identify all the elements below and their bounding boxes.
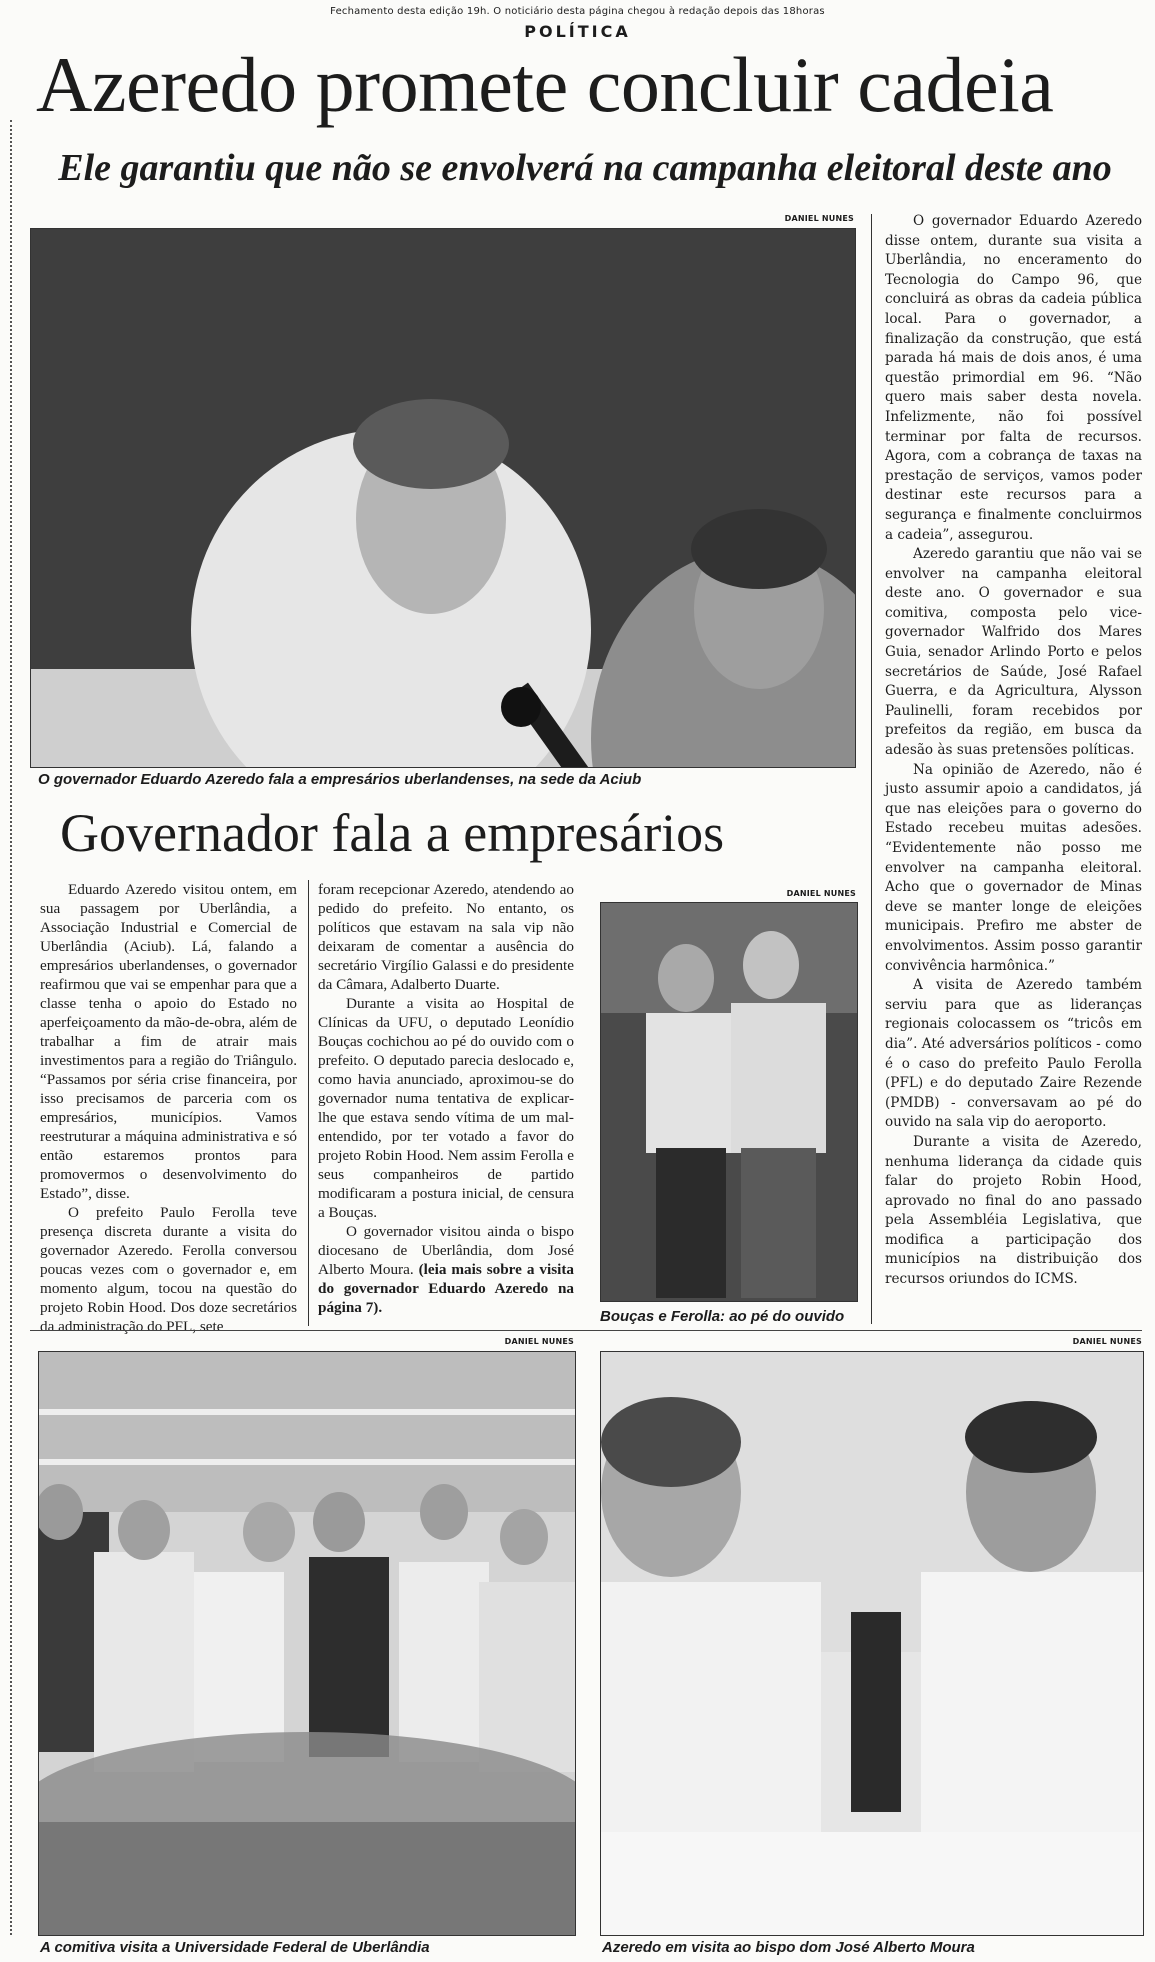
bottom-left-photo-caption: A comitiva visita a Universidade Federal de Uberlândia	[40, 1939, 430, 1956]
sub-article-paragraph: foram recepcionar Azeredo, atendendo ao pedido do prefeito. No entanto, os políticos que estavam na sala vip não deixaram de comentar a ausência do secretário Virgílio Galassi e do presidente da Câmara, Adalberto Duarte.	[318, 881, 574, 993]
main-photo	[30, 228, 856, 768]
small-photo-caption: Bouças e Ferolla: ao pé do ouvido	[600, 1308, 845, 1325]
section-divider	[30, 1330, 1142, 1331]
bottom-right-photo-credit: DANIEL NUNES	[1072, 1337, 1142, 1346]
sub-article-paragraph: O governador visitou ainda o bispo diocesano de Uberlândia, dom José Alberto Moura.	[318, 1223, 574, 1278]
article-paragraph: Azeredo garantiu que não vai se envolver na campanha eleitoral deste ano. O governador e sua comitiva, composta pelo vice-governador Walfrido dos Mares Guia, senador Arlindo Porto e pelos secretários de Saúde, José Rafael Guerra, e da Agricultura, Alysson Paulinelli, foram recebidos por prefeitos da região, em busca da adesão às suas pretensões políticas.	[885, 546, 1142, 759]
headline: Azeredo promete concluir cadeia	[36, 41, 1054, 128]
bottom-right-photo	[600, 1351, 1144, 1936]
sub-article-paragraph: Durante a visita ao Hospital de Clínicas da UFU, o deputado Leonídio Bouças cochichou ao pé do ouvido com o prefeito. O deputado parecia deslocado e, como havia anunciado, aproximou-se do governador numa tentativa de explicar-lhe que estava sendo vítima de um mal-entendido, por ter votado a favor do projeto Robin Hood. Nem assim Ferolla e seus companheiros de partido modificaram a postura inicial, de censura a Bouças.	[318, 995, 574, 1221]
article-paragraph: Na opinião de Azeredo, não é justo assumir apoio a candidatos, já que nas eleições para o governo do Estado recebeu muitas adesões. “Evidentemente não posso me envolver na campanha eleitoral. Acho que o governador de Minas deve se manter longe de eleições municipais. Prefiro me abster de envolvimentos. Assim posso garantir convivência harmônica.”	[885, 761, 1142, 974]
column-rule	[308, 880, 309, 1326]
article-paragraph: O governador Eduardo Azeredo disse ontem, durante sua visita a Uberlândia, no enceramento do Tecnologia do Campo 96, que concluirá as obras da cadeia pública local. Para o governador, a finalização da construção, que está parada há mais de dois anos, é uma questão primordial em 96. “Não quero mais saber desta novela. Infelizmente, não foi possível terminar por falta de recursos. Agora, com a cobrança de taxas na prestação de serviços, vamos poder destinar este recursos para a segurança e finalmente concluirmos a cadeia”, assegurou.	[885, 213, 1142, 543]
left-margin-rule	[10, 120, 12, 1935]
sub-article-column-2	[318, 880, 574, 1317]
subheadline: Ele garantiu que não se envolverá na campanha eleitoral deste ano	[58, 147, 1112, 189]
section-label: POLÍTICA	[524, 22, 631, 41]
bottom-right-photo-caption: Azeredo em visita ao bispo dom José Alberto Moura	[602, 1939, 975, 1956]
sub-article-paragraph: Eduardo Azeredo visitou ontem, em sua passagem por Uberlândia, a Associação Industrial e Comercial de Uberlândia (Aciub). Lá, falando a empresários uberlandenses, o governador reafirmou que vai se empenhar para que a classe tenha o apoio do Estado no aperfeiçoamento da mão-de-obra, além de trabalhar a fim de atrair mais investimentos para a região do Triângulo. “Passamos por séria crise financeira, por isso precisamos de parceria com os empresários, municípios. Vamos reestruturar a máquina administrativa e só então estaremos prontos para promovermos o desenvolvimento do Estado”, disse.	[40, 881, 297, 1202]
right-column-rule	[871, 214, 872, 1324]
article-body	[885, 212, 1142, 1290]
sub-article-column-1	[40, 880, 297, 1336]
sub-headline: Governador fala a empresários	[60, 803, 725, 863]
main-photo-credit: DANIEL NUNES	[784, 214, 854, 223]
bottom-left-photo	[38, 1351, 576, 1936]
sub-article-paragraph: O prefeito Paulo Ferolla teve presença discreta durante a visita do governador Azeredo. Ferolla conversou poucas vezes com o governador e, em momento algum, tocou na questão do projeto Robin Hood. Dos doze secretários da administração do PFL, sete	[40, 1204, 297, 1335]
small-photo	[600, 902, 858, 1302]
page-7-reference: (leia mais sobre a visita do governador Eduardo Azeredo na página 7).	[318, 1261, 574, 1316]
article-paragraph: Durante a visita de Azeredo, nenhuma liderança da cidade quis falar do projeto Robin Hood, aprovado no final do ano passado pela Assembléia Legislativa, que modifica a participação dos municípios na distribuição dos recursos oriundos do ICMS.	[885, 1133, 1142, 1288]
article-paragraph: A visita de Azeredo também serviu para que as lideranças regionais colocassem os “tricôs em dia”. Até adversários políticos - como é o caso do prefeito Paulo Ferolla (PFL) e do deputado Zaire Rezende (PMDB) - conversavam ao pé do ouvido na sala vip do aeroporto.	[885, 977, 1142, 1131]
main-photo-caption: O governador Eduardo Azeredo fala a empresários uberlandenses, na sede da Aciub	[38, 771, 642, 788]
small-photo-credit: DANIEL NUNES	[786, 889, 856, 898]
closing-note: Fechamento desta edição 19h. O noticiário desta página chegou à redação depois das 18horas	[330, 6, 825, 17]
bottom-left-photo-credit: DANIEL NUNES	[504, 1337, 574, 1346]
